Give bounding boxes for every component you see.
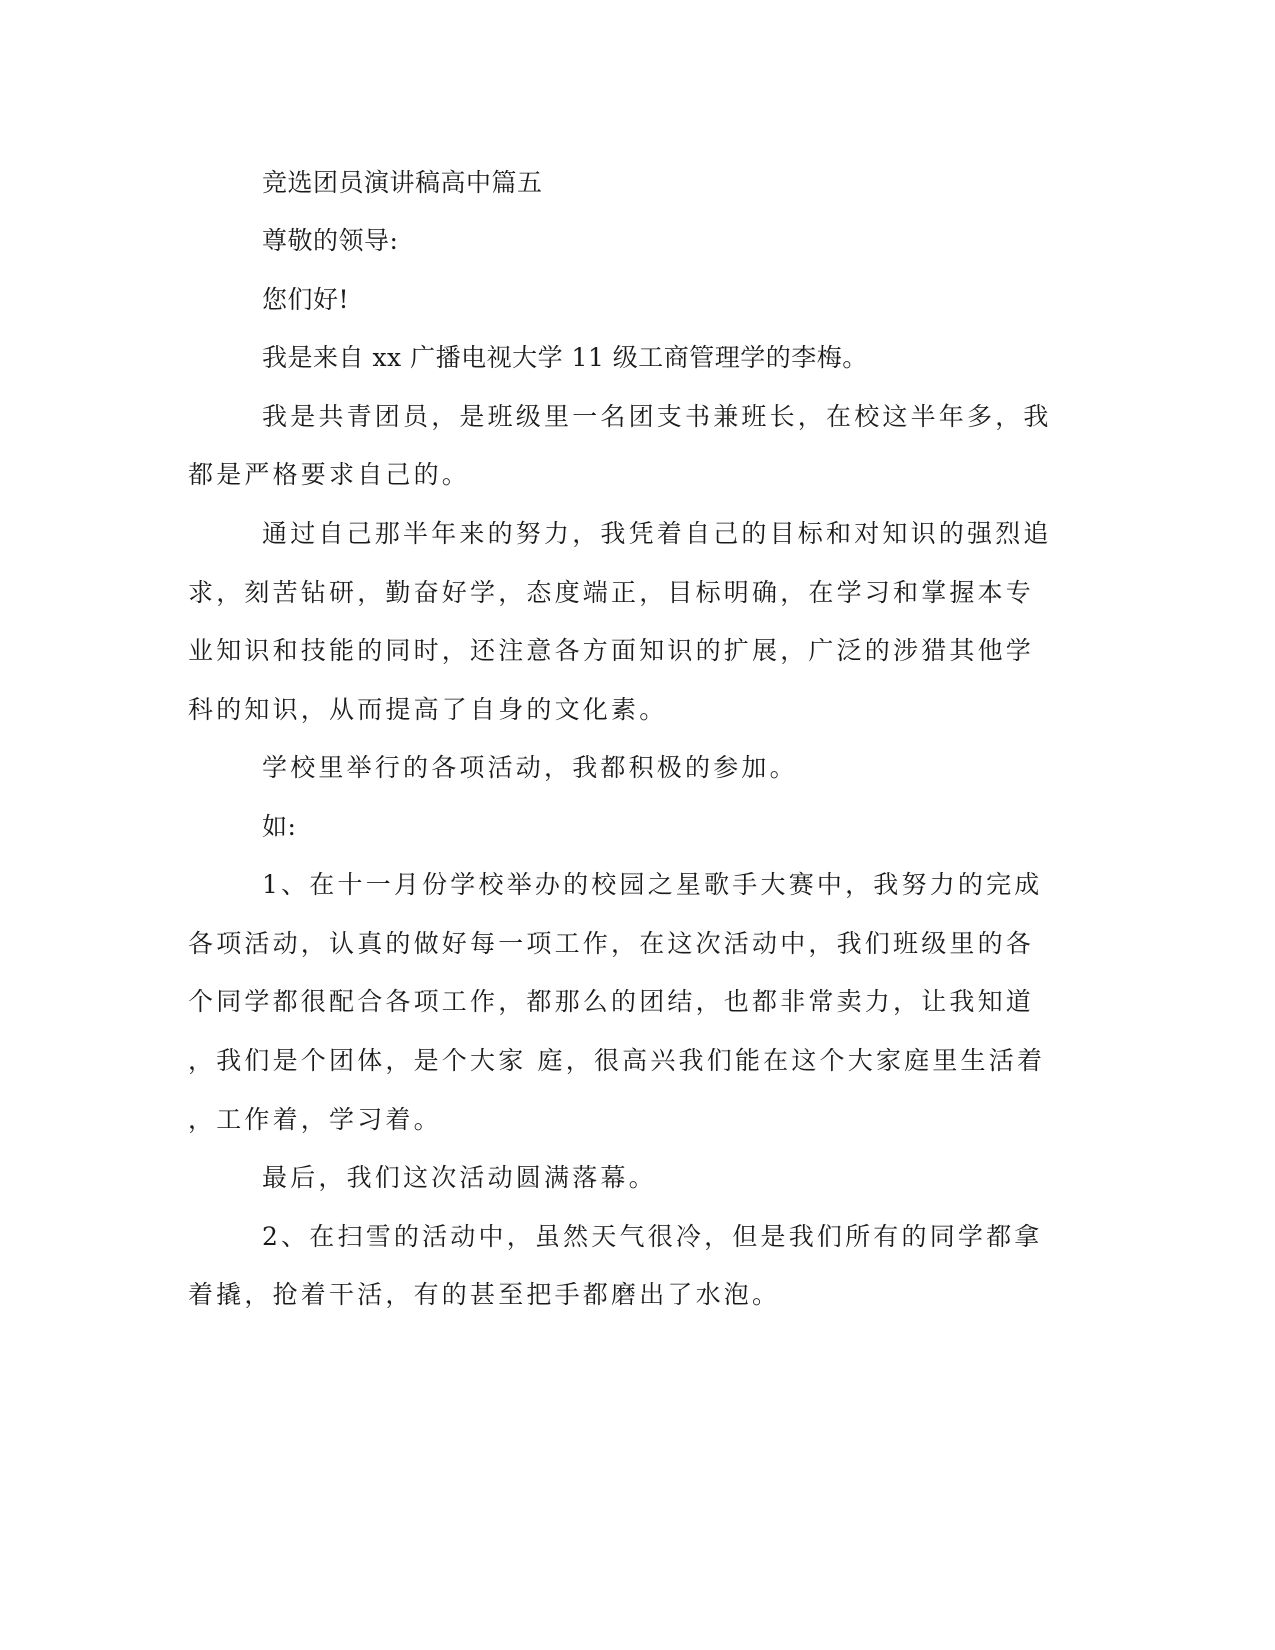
paragraph-line: 业知识和技能的同时，还注意各方面知识的扩展，广泛的涉猎其他学 (188, 636, 1035, 665)
paragraph-line: ，工作着，学习着。 (188, 1105, 442, 1134)
paragraph-line: 我是来自 xx 广播电视大学 11 级工商管理学的李梅。 (262, 343, 868, 372)
paragraph-line: 我是共青团员，是班级里一名团支书兼班长，在校这半年多，我 (262, 402, 1052, 431)
paragraph-line: 1、在十一月份学校举办的校园之星歌手大赛中，我努力的完成 (262, 870, 1043, 899)
greeting: 您们好! (262, 285, 350, 314)
paragraph-line: 2、在扫雪的活动中，虽然天气很冷，但是我们所有的同学都拿 (262, 1222, 1043, 1251)
paragraph-line: 科的知识，从而提高了自身的文化素。 (188, 695, 668, 724)
paragraph-line: 通过自己那半年来的努力，我凭着自己的目标和对知识的强烈追 (262, 519, 1052, 548)
paragraph-line: 最后，我们这次活动圆满落幕。 (262, 1163, 657, 1192)
paragraph-line: 如: (262, 812, 297, 841)
paragraph-line: 着撬，抢着干活，有的甚至把手都磨出了水泡。 (188, 1280, 781, 1309)
document-title: 竞选团员演讲稿高中篇五 (262, 168, 543, 197)
salutation: 尊敬的领导: (262, 226, 399, 255)
paragraph-line: 各项活动，认真的做好每一项工作，在这次活动中，我们班级里的各 (188, 929, 1035, 958)
paragraph-line: ，我们是个团体，是个大家 庭，很高兴我们能在这个大家庭里生活着 (188, 1046, 1046, 1075)
paragraph-line: 学校里举行的各项活动，我都积极的参加。 (262, 753, 798, 782)
paragraph-line: 求，刻苦钻研，勤奋好学，态度端正，目标明确，在学习和掌握本专 (188, 578, 1035, 607)
paragraph-line: 都是严格要求自己的。 (188, 460, 471, 489)
paragraph-line: 个同学都很配合各项工作，都那么的团结，也都非常卖力，让我知道 (188, 987, 1035, 1016)
